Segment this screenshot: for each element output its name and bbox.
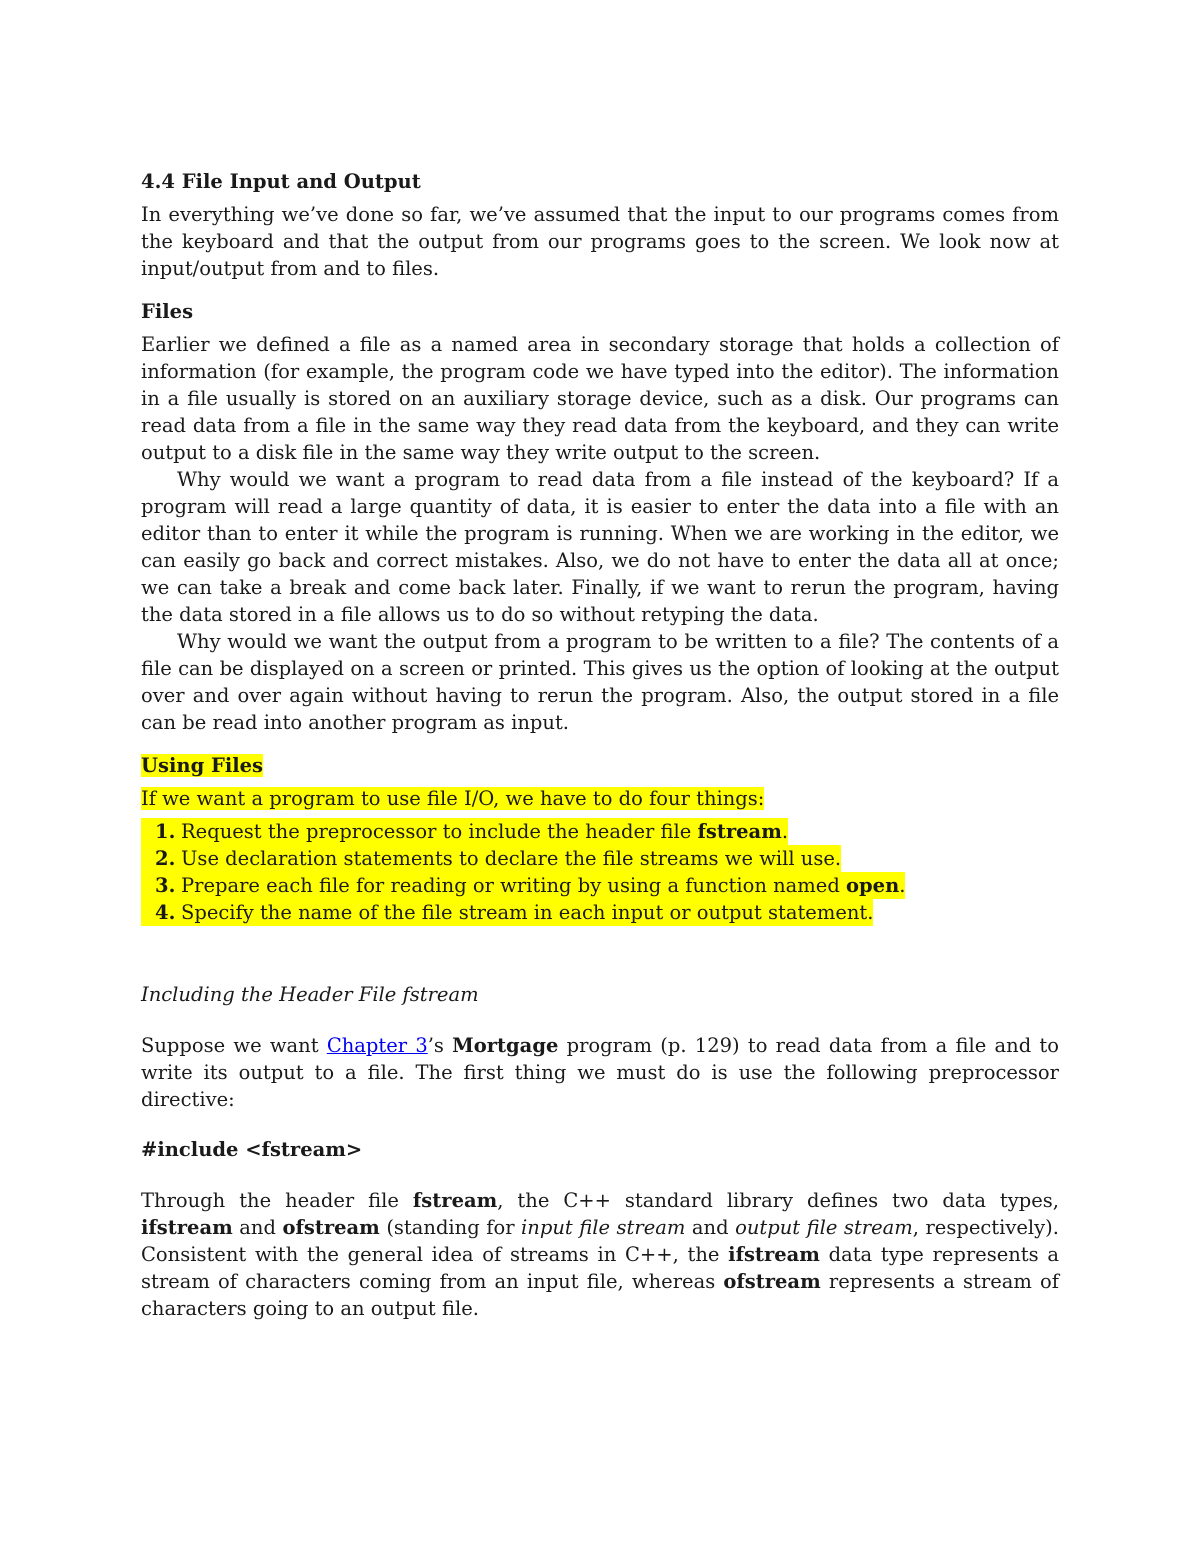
- step-text: Prepare each file for reading or writing by using a function named open.: [181, 874, 906, 897]
- files-heading: Files: [141, 300, 194, 323]
- section-title: 4.4 File Input and Output: [141, 170, 421, 193]
- using-files-heading-text: Using Files: [141, 754, 264, 777]
- using-files-intro: [141, 785, 1059, 812]
- step-number: 4.: [141, 899, 181, 926]
- steps-list: [141, 818, 1059, 926]
- step-text: Request the preprocessor to include the header file fstream.: [181, 820, 789, 843]
- suppose-paragraph: Suppose we want Chapter 3’s Mortgage program (p. 129) to read data from a file and to write its output to a file. The first thing we must do is use the following preprocessor directive:: [141, 1034, 1059, 1111]
- intro-paragraph: In everything we’ve done so far, we’ve assumed that the input to our programs comes from the keyboard and that the output from our programs goes to the screen. We look now at input/output from and to files.: [141, 203, 1059, 280]
- step-number: 3.: [141, 872, 181, 899]
- list-item: [141, 818, 1059, 845]
- list-item: [141, 845, 1059, 872]
- document-page: [141, 168, 1059, 1322]
- list-item: [141, 899, 1059, 926]
- step-text: Use declaration statements to declare the file streams we will use.: [181, 847, 842, 870]
- through-paragraph: Through the header file fstream, the C++ standard library defines two data types, ifstream and ofstream (standing for input file stream and output file stream, respectively). Consistent with the general idea of streams in C++, the ifstream data type represents a stream of characters coming from an input file, whereas ofstream represents a stream of characters going to an output file.: [141, 1189, 1060, 1320]
- list-item: [141, 872, 1059, 899]
- include-directive: #include <fstream>: [141, 1138, 363, 1161]
- files-paragraph-2: Why would we want a program to read data from a file instead of the keyboard? If a program will read a large quantity of data, it is easier to enter the data into a file with an editor than to enter it while the program is running. When we are working in the editor, we can easily go back and correct mistakes. Also, we do not have to enter the data all at once; we can take a break and come back later. Finally, if we want to rerun the program, having the data stored in a file allows us to do so without retyping the data.: [141, 468, 1059, 626]
- files-paragraph-3: Why would we want the output from a program to be written to a file? The contents of a file can be displayed on a screen or printed. This gives us the option of looking at the output over and over again without having to rerun the program. Also, the output stored in a file can be read into another program as input.: [141, 630, 1059, 734]
- chapter-3-link[interactable]: Chapter 3: [326, 1034, 428, 1057]
- files-paragraph-1: Earlier we defined a file as a named area in secondary storage that holds a collection of information (for example, the program code we have typed into the editor). The information in a file usually is stored on an auxiliary storage device, such as a disk. Our programs can read data from a file in the same way they read data from the keyboard, and they can write output to a disk file in the same way they write output to the screen.: [141, 333, 1059, 464]
- step-text: Specify the name of the file stream in each input or output statement.: [181, 901, 874, 924]
- including-heading: Including the Header File fstream: [141, 983, 479, 1006]
- step-number: 1.: [141, 818, 181, 845]
- step-number: 2.: [141, 845, 181, 872]
- using-files-intro-text: If we want a program to use file I/O, we have to do four things:: [141, 787, 765, 810]
- using-files-heading: [141, 752, 1059, 779]
